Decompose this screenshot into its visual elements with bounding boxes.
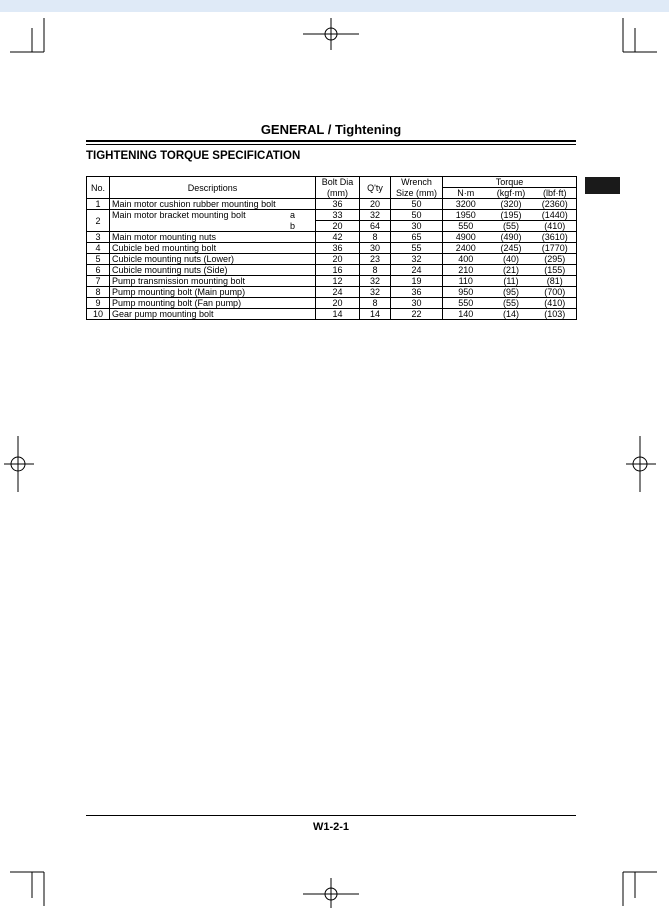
cell-qty: 32 xyxy=(360,210,391,221)
title-rule-thin xyxy=(86,144,576,145)
page-number: W1-2-1 xyxy=(312,821,350,833)
cell-desc xyxy=(110,221,316,232)
table-row xyxy=(87,309,577,320)
cell-dia: 33 xyxy=(316,210,360,221)
cell-no: 5 xyxy=(87,254,110,265)
table-row xyxy=(87,210,577,221)
header-wrench: Wrench xyxy=(391,177,443,188)
cell-kgfm: (195) xyxy=(489,210,534,221)
cell-wrench: 32 xyxy=(391,254,443,265)
header-kgfm: (kgf·m) xyxy=(489,188,534,199)
cell-no: 8 xyxy=(87,287,110,298)
cell-nm: 110 xyxy=(443,276,489,287)
cell-dia: 20 xyxy=(316,254,360,265)
header-qty: Q'ty xyxy=(360,177,391,199)
cell-dia: 12 xyxy=(316,276,360,287)
cell-qty: 8 xyxy=(360,298,391,309)
cell-no: 7 xyxy=(87,276,110,287)
cell-desc-text: Main motor bracket mounting bolt xyxy=(112,210,246,221)
cell-wrench: 19 xyxy=(391,276,443,287)
cell-kgfm: (490) xyxy=(489,232,534,243)
cell-dia: 24 xyxy=(316,287,360,298)
cell-nm: 210 xyxy=(443,265,489,276)
cell-qty: 64 xyxy=(360,221,391,232)
cell-desc: Cubicle mounting nuts (Side) xyxy=(110,265,316,276)
footer-rule xyxy=(86,815,576,816)
cell-kgfm: (95) xyxy=(489,287,534,298)
cell-qty: 32 xyxy=(360,276,391,287)
header-lbfft: (lbf·ft) xyxy=(534,188,577,199)
cell-lbfft: (700) xyxy=(534,287,577,298)
table-row xyxy=(87,199,577,210)
cell-kgfm: (320) xyxy=(489,199,534,210)
cell-desc: Pump mounting bolt (Fan pump) xyxy=(110,298,316,309)
cell-wrench: 50 xyxy=(391,210,443,221)
cell-lbfft: (410) xyxy=(534,298,577,309)
title-rule-thick xyxy=(86,140,576,142)
cell-dia: 20 xyxy=(316,221,360,232)
cell-dia: 16 xyxy=(316,265,360,276)
table-row xyxy=(87,265,577,276)
cell-desc xyxy=(110,210,316,221)
cell-lbfft: (2360) xyxy=(534,199,577,210)
cell-lbfft: (410) xyxy=(534,221,577,232)
cell-no: 1 xyxy=(87,199,110,210)
cell-lbfft: (155) xyxy=(534,265,577,276)
header-wrench-unit: Size (mm) xyxy=(391,188,443,199)
cell-desc: Main motor mounting nuts xyxy=(110,232,316,243)
chapter-tab-marker xyxy=(585,177,620,194)
cell-desc: Cubicle bed mounting bolt xyxy=(110,243,316,254)
header-descriptions: Descriptions xyxy=(110,177,316,199)
cell-kgfm: (40) xyxy=(489,254,534,265)
cell-nm: 2400 xyxy=(443,243,489,254)
cell-dia: 14 xyxy=(316,309,360,320)
header-nm: N·m xyxy=(443,188,489,199)
cell-lbfft: (1440) xyxy=(534,210,577,221)
section-title: TIGHTENING TORQUE SPECIFICATION xyxy=(86,150,301,162)
cell-qty: 23 xyxy=(360,254,391,265)
header-bolt-dia: Bolt Dia xyxy=(316,177,360,188)
cell-no: 4 xyxy=(87,243,110,254)
cell-lbfft: (3610) xyxy=(534,232,577,243)
cell-nm: 950 xyxy=(443,287,489,298)
cell-kgfm: (55) xyxy=(489,221,534,232)
cell-no: 6 xyxy=(87,265,110,276)
table-header-row xyxy=(87,177,577,188)
cell-nm: 550 xyxy=(443,221,489,232)
cell-desc-sub: b xyxy=(289,220,295,231)
cell-kgfm: (11) xyxy=(489,276,534,287)
cell-nm: 400 xyxy=(443,254,489,265)
cell-dia: 42 xyxy=(316,232,360,243)
cell-lbfft: (103) xyxy=(534,309,577,320)
header-torque: Torque xyxy=(443,177,577,188)
cell-desc: Pump transmission mounting bolt xyxy=(110,276,316,287)
table-row xyxy=(87,287,577,298)
cell-nm: 140 xyxy=(443,309,489,320)
cell-qty: 8 xyxy=(360,232,391,243)
cell-desc: Pump mounting bolt (Main pump) xyxy=(110,287,316,298)
cell-wrench: 30 xyxy=(391,298,443,309)
table-row xyxy=(87,254,577,265)
cell-wrench: 55 xyxy=(391,243,443,254)
cell-nm: 1950 xyxy=(443,210,489,221)
cell-lbfft: (1770) xyxy=(534,243,577,254)
cell-nm: 550 xyxy=(443,298,489,309)
cell-lbfft: (81) xyxy=(534,276,577,287)
cell-qty: 14 xyxy=(360,309,391,320)
table-row xyxy=(87,298,577,309)
cell-no: 2 xyxy=(87,210,110,232)
cell-kgfm: (21) xyxy=(489,265,534,276)
table-row xyxy=(87,276,577,287)
cell-wrench: 36 xyxy=(391,287,443,298)
table-row xyxy=(87,221,577,232)
cell-no: 10 xyxy=(87,309,110,320)
cell-lbfft: (295) xyxy=(534,254,577,265)
cell-wrench: 50 xyxy=(391,199,443,210)
cell-no: 9 xyxy=(87,298,110,309)
cell-qty: 20 xyxy=(360,199,391,210)
cell-qty: 8 xyxy=(360,265,391,276)
torque-spec-table xyxy=(86,176,577,320)
table-row xyxy=(87,243,577,254)
cell-dia: 36 xyxy=(316,243,360,254)
cell-dia: 20 xyxy=(316,298,360,309)
cell-kgfm: (245) xyxy=(489,243,534,254)
page-title: GENERAL / Tightening xyxy=(260,122,402,137)
cell-nm: 4900 xyxy=(443,232,489,243)
table-row xyxy=(87,232,577,243)
header-bolt-dia-unit: (mm) xyxy=(316,188,360,199)
cell-kgfm: (14) xyxy=(489,309,534,320)
header-no: No. xyxy=(87,177,110,199)
cell-desc: Main motor cushion rubber mounting bolt xyxy=(110,199,316,210)
cell-desc: Gear pump mounting bolt xyxy=(110,309,316,320)
cell-dia: 36 xyxy=(316,199,360,210)
cell-no: 3 xyxy=(87,232,110,243)
cell-nm: 3200 xyxy=(443,199,489,210)
cell-desc: Cubicle mounting nuts (Lower) xyxy=(110,254,316,265)
cell-qty: 32 xyxy=(360,287,391,298)
cell-wrench: 22 xyxy=(391,309,443,320)
cell-kgfm: (55) xyxy=(489,298,534,309)
cell-wrench: 65 xyxy=(391,232,443,243)
cell-qty: 30 xyxy=(360,243,391,254)
cell-wrench: 30 xyxy=(391,221,443,232)
cell-desc-sub: a xyxy=(289,210,295,221)
cell-wrench: 24 xyxy=(391,265,443,276)
